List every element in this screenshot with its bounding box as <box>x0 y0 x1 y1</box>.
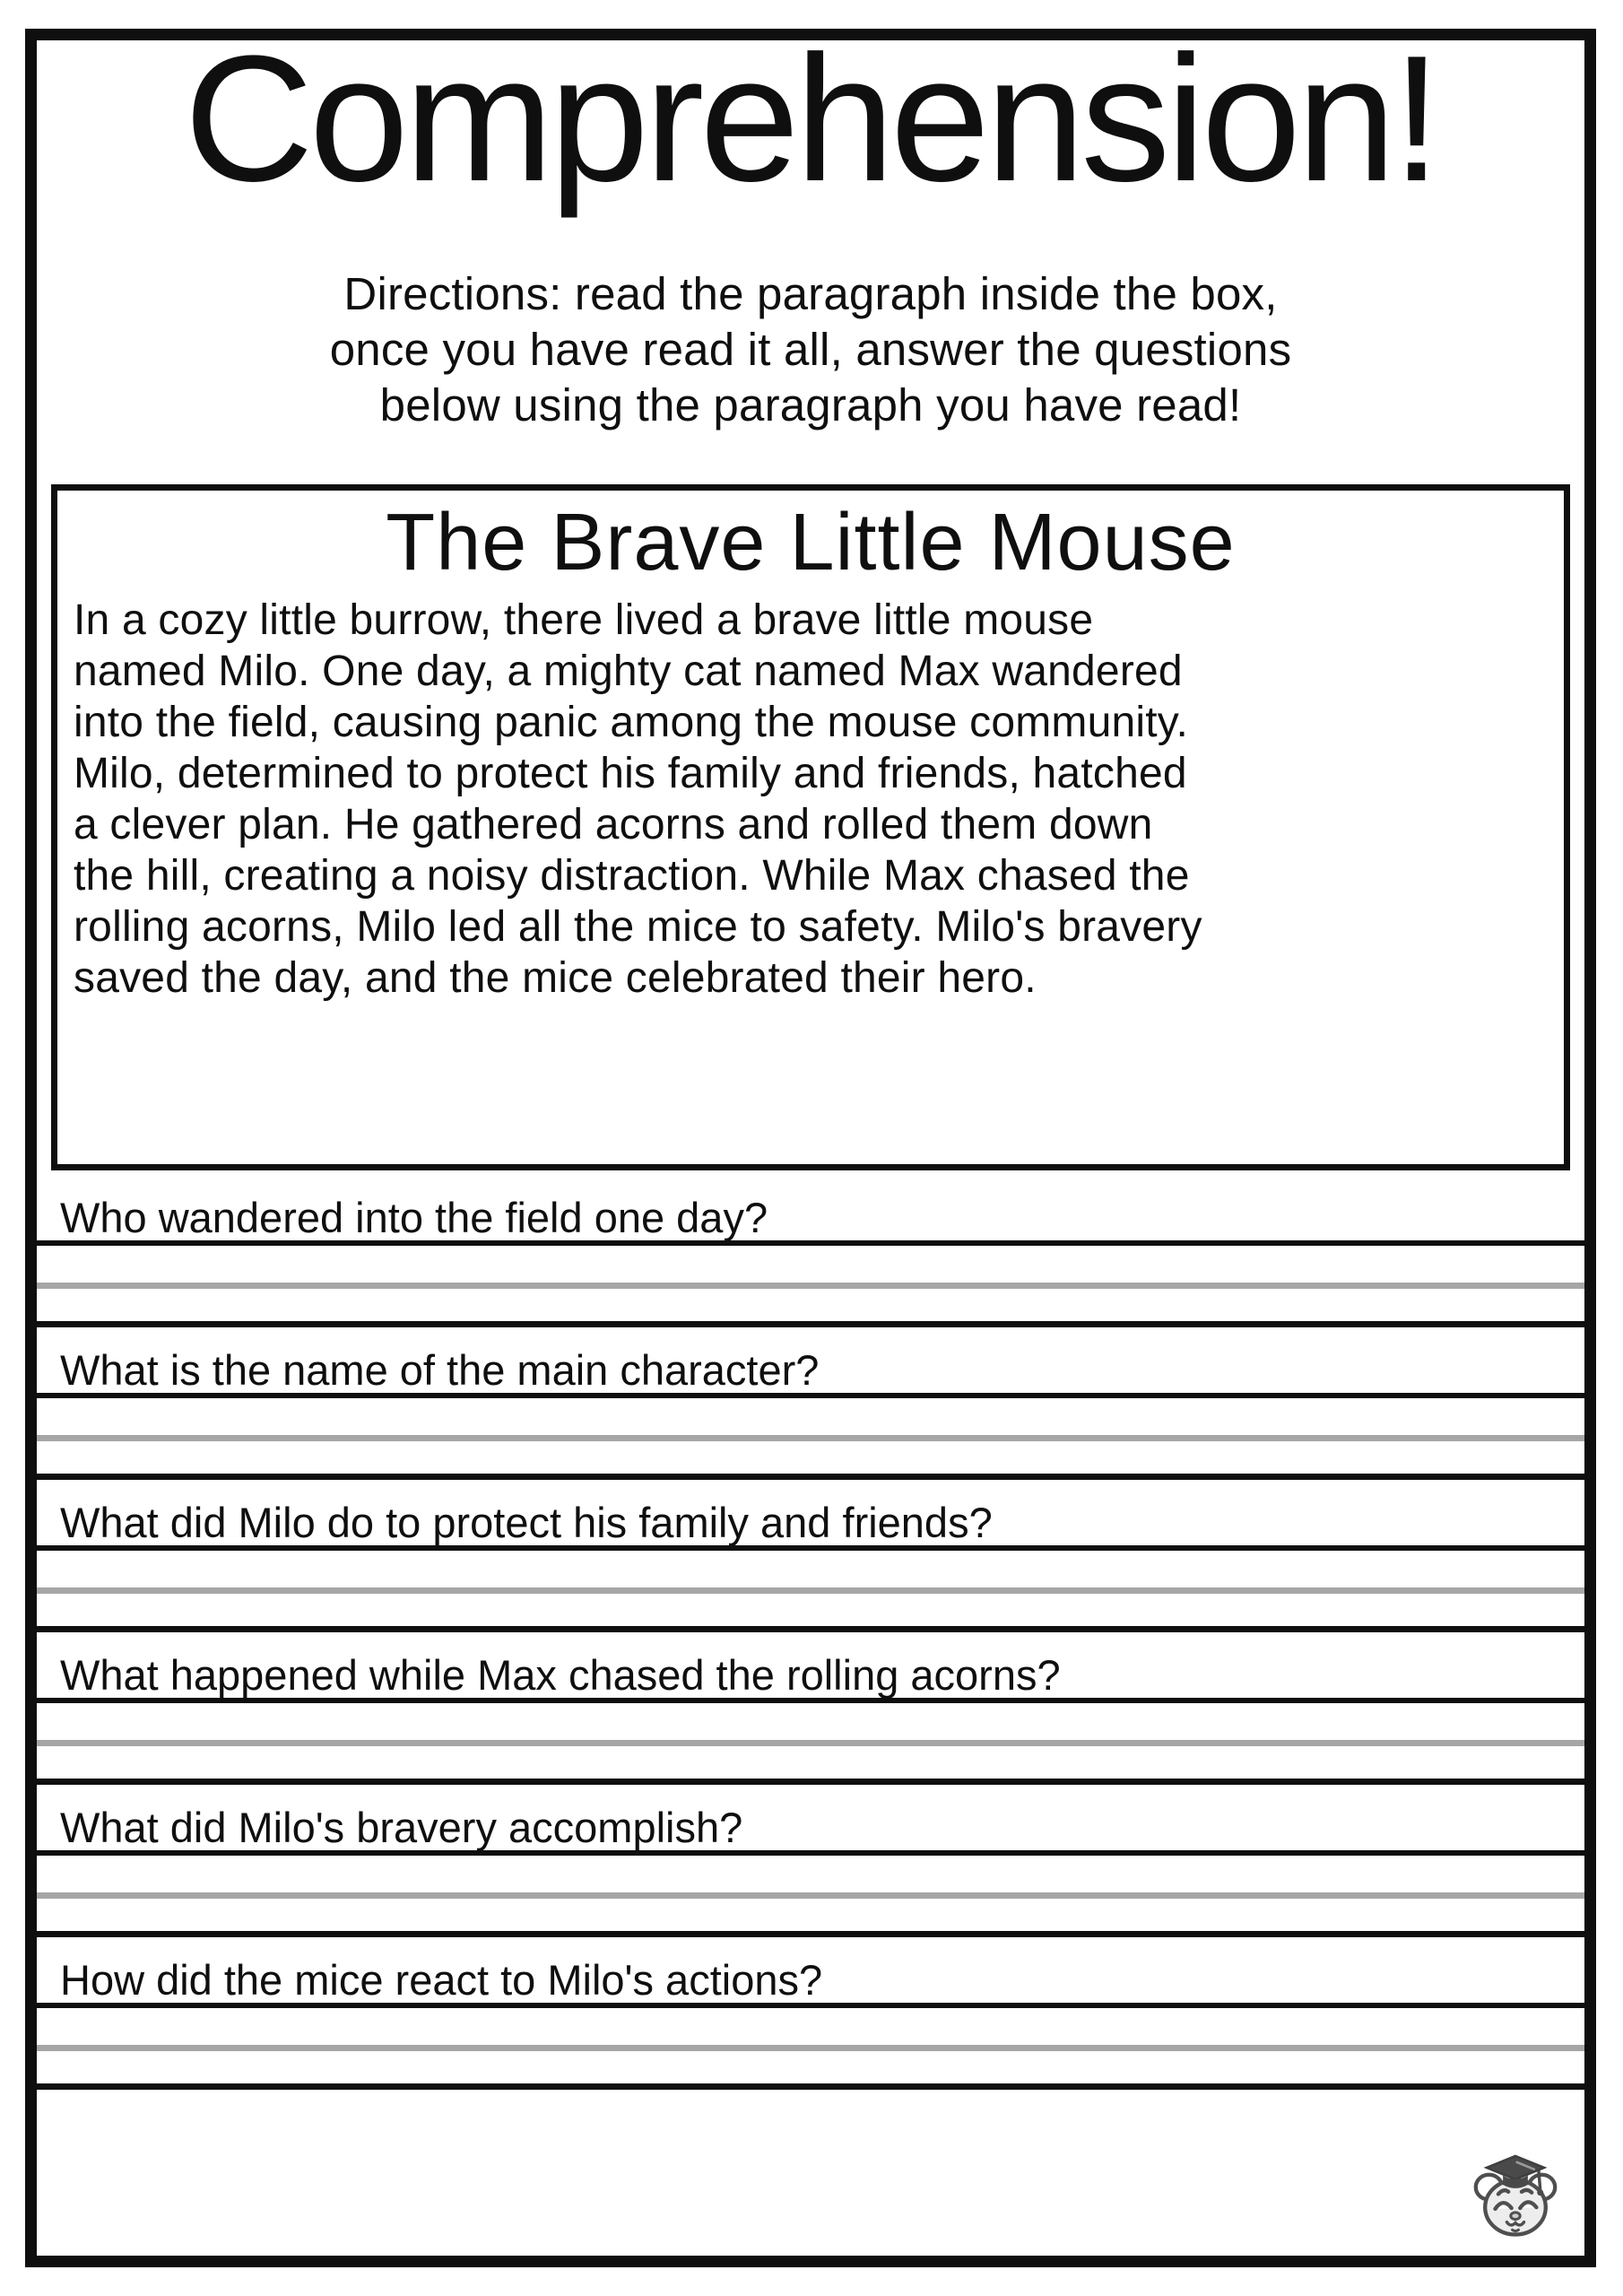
story-paragraph-line: into the field, causing panic among the mouse community. <box>74 699 1188 746</box>
question-block-1 <box>37 1193 1584 1327</box>
question-6-text: How did the mice react to Milo's actions? <box>37 1955 1584 2008</box>
questions-section <box>37 1193 1584 2108</box>
answer-line-gray <box>37 1740 1584 1746</box>
directions-text <box>37 266 1584 433</box>
worksheet-title: Comprehension! <box>184 29 1437 219</box>
story-paragraph-line: a clever plan. He gathered acorns and rolled them down <box>74 801 1153 848</box>
question-5-text: What did Milo's bravery accomplish? <box>37 1803 1584 1856</box>
question-2-text: What is the name of the main character? <box>37 1345 1584 1398</box>
answer-line-gray <box>37 1435 1584 1441</box>
answer-line-gray <box>37 1892 1584 1899</box>
story-paragraph <box>74 595 1548 1004</box>
story-paragraph-line: Milo, determined to protect his family and friends, hatched <box>74 750 1187 797</box>
question-block-4 <box>37 1650 1584 1785</box>
question-block-3 <box>37 1498 1584 1632</box>
story-paragraph-line: named Milo. One day, a mighty cat named Max wandered <box>74 648 1183 695</box>
graduate-bear-icon <box>1469 2149 1562 2244</box>
directions-line: below using the paragraph you have read! <box>379 379 1242 430</box>
answer-line-black <box>37 1931 1584 1937</box>
question-block-2 <box>37 1345 1584 1480</box>
story-paragraph-line: rolling acorns, Milo led all the mice to safety. Milo's bravery <box>74 903 1202 951</box>
directions-line: Directions: read the paragraph inside the box, <box>343 268 1278 319</box>
question-3-text: What did Milo do to protect his family and friends? <box>37 1498 1584 1551</box>
directions-line: once you have read it all, answer the questions <box>329 324 1292 375</box>
answer-line-black <box>37 1321 1584 1327</box>
question-4-text: What happened while Max chased the rolling acorns? <box>37 1650 1584 1703</box>
question-1-text: Who wandered into the field one day? <box>37 1193 1584 1246</box>
answer-line-gray <box>37 1283 1584 1289</box>
story-box <box>51 484 1570 1170</box>
story-paragraph-line: In a cozy little burrow, there lived a brave little mouse <box>74 596 1094 644</box>
answer-line-black <box>37 2083 1584 2090</box>
story-paragraph-line: the hill, creating a noisy distraction. While Max chased the <box>74 852 1190 900</box>
answer-line-black <box>37 1626 1584 1632</box>
question-block-5 <box>37 1803 1584 1937</box>
answer-line-black <box>37 1474 1584 1480</box>
story-title: The Brave Little Mouse <box>386 498 1236 587</box>
answer-line-gray <box>37 1587 1584 1594</box>
answer-line-gray <box>37 2045 1584 2051</box>
answer-line-black <box>37 1779 1584 1785</box>
worksheet-page <box>25 29 1596 2267</box>
story-paragraph-line: saved the day, and the mice celebrated their hero. <box>74 954 1037 1002</box>
question-block-6 <box>37 1955 1584 2090</box>
